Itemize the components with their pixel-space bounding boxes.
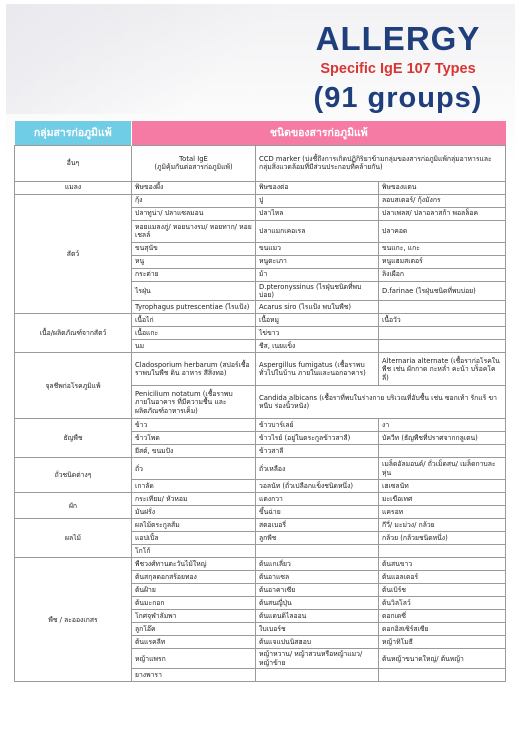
table-row (15, 419, 506, 432)
header (303, 20, 493, 115)
cell: โกโก้ (132, 545, 256, 558)
cell-ccd-marker: CCD marker (บ่งชี้ถึงการเกิดปฏิกิริยาข้ามกลุ่มของสารก่อภูมิแพ้กลุ่มอาหารและกลุ่มสิ่งแวดล้อมที่มีส่วนประกอบที่คล้ายกัน) (256, 145, 506, 181)
header-types: ชนิดของสารก่อภูมิแพ้ (132, 121, 506, 145)
cell: Aspergillus fumigatus (เชื้อราพบทั่วไปในบ้าน ภายในและนอกอาคาร) (256, 353, 379, 386)
cell: กีวี่/ มะม่วง/ กล้วย (379, 519, 506, 532)
cell: ดอกอิสเซิร์สเซีย (379, 623, 506, 636)
cell: ต้นมะกอก (132, 597, 256, 610)
cell: กล้วย (กล้วยชนิดหนึ่ง) (379, 532, 506, 545)
group-grain: ธัญพืช (15, 419, 132, 458)
cell: ต้นแดนดิไลออน (256, 610, 379, 623)
cell: แอปเปิ้ล (132, 532, 256, 545)
cell: พิษของผึ้ง (132, 181, 256, 194)
cell: วอลนัท (ถั่วเปลือกแข็งชนิดหนึ่ง) (256, 480, 379, 493)
table-row (15, 493, 506, 506)
cell: D.pteronyssinus (ไรฝุ่นชนิดที่พบบ่อย) (256, 281, 379, 301)
group-other: อื่นๆ (15, 145, 132, 181)
group-insect: แมลง (15, 181, 132, 194)
cell: ต้นสกุลดอกสร้อยทอง (132, 571, 256, 584)
cell: แตงกวา (256, 493, 379, 506)
cell (379, 301, 506, 314)
cell: ถั่วเหลือง (256, 458, 379, 480)
cell: เนื้อไก่ (132, 314, 256, 327)
groups-count: (91 groups) (313, 82, 483, 114)
cell: ปลาแมกเคอเรล (256, 220, 379, 242)
total-ige-label: Total IgE (179, 154, 208, 163)
cell: กระต่าย (132, 268, 256, 281)
header-group: กลุ่มสารก่อภูมิแพ้ (15, 121, 132, 145)
cell: Acarus siro (ไรแป้ง พบในพืช) (256, 301, 379, 314)
group-microbe: จุลชีพก่อโรคภูมิแพ้ (15, 353, 132, 419)
cell: ต้นสนญี่ปุ่น (256, 597, 379, 610)
group-fruit: ผลไม้ (15, 519, 132, 558)
cell: หญ้าแพรก (132, 649, 256, 669)
table-row (15, 314, 506, 327)
group-bean: ถั่วชนิดต่างๆ (15, 458, 132, 493)
table-row (15, 558, 506, 571)
cell: เนื้อแกะ (132, 327, 256, 340)
cell: ปลาไหล (256, 207, 379, 220)
table-row (15, 194, 506, 207)
cell-total-ige (132, 145, 256, 181)
cell: สตอเบอรี่ (256, 519, 379, 532)
cell: ข้าวโพด (132, 432, 256, 445)
cell: ต้นแกเลี่ยว (256, 558, 379, 571)
group-plant-pollen: พืช / ละอองเกสร (15, 558, 132, 682)
cell: ต้นฝ้าย (132, 584, 256, 597)
cell: เนื้อหมู (256, 314, 379, 327)
cell: ลอบสเตอร์/ กุ้งมังกร (379, 194, 506, 207)
cell: พิษของแตน (379, 181, 506, 194)
cell: ต้นเบิร์ช (379, 584, 506, 597)
cell: ม้า (256, 268, 379, 281)
cell: ขนแกะ, แกะ (379, 242, 506, 255)
table-row (15, 519, 506, 532)
cell: งา (379, 419, 506, 432)
cell: ชีส, เนยแข็ง (256, 340, 379, 353)
cell: ต้นหญ้าขนาดใหญ่/ ต้นหญ้า (379, 649, 506, 669)
cell: Tyrophagus putrescentiae (ไรแป้ง) (132, 301, 256, 314)
cell: ไรฝุ่น (132, 281, 256, 301)
cell: ต้นอาคาเซีย (256, 584, 379, 597)
cell: ขนแมว (256, 242, 379, 255)
cell: ต้นอาแซล (256, 571, 379, 584)
cell: ปลาเพลส/ ปลาอลาสก้า พอลล็อค (379, 207, 506, 220)
cell: ยางพารา (132, 669, 256, 682)
cell: โกศจุฬาลัมพา (132, 610, 256, 623)
cell: นม (132, 340, 256, 353)
cell: ต้นแรคลีท (132, 636, 256, 649)
decorative-corner (6, 4, 306, 114)
allergen-table-wrap (14, 121, 505, 682)
cell: Cladosporium herbarum (สปอร์เชื้อราพบในพืช ดิน อาหาร สีสิ่งทอ) (132, 353, 256, 386)
cell: ข้าวบาร์เลย์ (256, 419, 379, 432)
cell: ปลาทูน่า/ ปลาแซลมอน (132, 207, 256, 220)
cell: หญ้าทิโมธี (379, 636, 506, 649)
cell: แครอท (379, 506, 506, 519)
cell: ลูกโอ๊ค (132, 623, 256, 636)
cell (379, 340, 506, 353)
cell: ใบเบอร์ช (256, 623, 379, 636)
cell: ผลไม้ตระกูลส้ม (132, 519, 256, 532)
subtitle: Specific IgE 107 Types (320, 61, 476, 77)
cell: ลิงเผือก (379, 268, 506, 281)
cell: หญ้าหวาน/ หญ้าสวนหรือหญ้าแมว/ หญ้าข้าย (256, 649, 379, 669)
cell: กระเทียม/ หัวหอม (132, 493, 256, 506)
cell: หนู (132, 255, 256, 268)
group-vegetable: ผัก (15, 493, 132, 519)
cell: บัควีท (ธัญพืชที่ปราศจากกลูเตน) (379, 432, 506, 445)
cell: ต้นแจแปนนิสฮอบ (256, 636, 379, 649)
cell (379, 327, 506, 340)
table-header-row (15, 121, 506, 145)
cell (256, 669, 379, 682)
group-animal: สัตว์ (15, 194, 132, 314)
cell (256, 545, 379, 558)
cell: มะเขือเทศ (379, 493, 506, 506)
cell: เกาลัด (132, 480, 256, 493)
cell: ต้นแอลเดอร์ (379, 571, 506, 584)
cell: กุ้ง (132, 194, 256, 207)
cell: มันฝรั่ง (132, 506, 256, 519)
cell: หอยแมลงภู่/ หอยนางรม/ หอยทาก/ หอยเชลล์ (132, 220, 256, 242)
cell: Candida albicans (เชื้อราที่พบในร่างกาย บริเวณที่อับชื้น เช่น ซอกเท้า รักแร้ ขาหนีบ ร่องนิ้วหนัง) (256, 386, 506, 419)
cell: เมล็ดอัลมอนด์/ ถั่วเม็ดสน/ เมล็ดกาบละหุ่น (379, 458, 506, 480)
table-row (15, 353, 506, 386)
cell: ข้าวสาลี (256, 445, 379, 458)
table-row (15, 145, 506, 181)
cell: ขึ้นฉ่าย (256, 506, 379, 519)
cell: D.farinae (ไรฝุ่นชนิดที่พบบ่อย) (379, 281, 506, 301)
cell (379, 545, 506, 558)
table-row (15, 458, 506, 480)
cell: ต้นวิลโลว์ (379, 597, 506, 610)
cell: Alternaria alternate (เชื้อราก่อโรคในพืช เช่น ผักกาด กะหล่ำ คะน้า บร็อคโคลี่) (379, 353, 506, 386)
cell: พิษของต่อ (256, 181, 379, 194)
cell (379, 445, 506, 458)
total-ige-desc: (ภูมิคุ้มกันต่อสารก่อภูมิแพ้) (154, 163, 233, 171)
cell: เนื้อวัว (379, 314, 506, 327)
cell: ไข่ขาว (256, 327, 379, 340)
cell: ปลาคอด (379, 220, 506, 242)
cell: เฮเซลนัท (379, 480, 506, 493)
table-row (15, 181, 506, 194)
cell: ยีสต์, ขนมปัง (132, 445, 256, 458)
cell: ขนสุนัข (132, 242, 256, 255)
cell: ต้นสนขาว (379, 558, 506, 571)
cell: หนูตะเภา (256, 255, 379, 268)
cell: ข้าว (132, 419, 256, 432)
cell: พืชวงศ์ทานตะวันไม้ใหญ่ (132, 558, 256, 571)
title: ALLERGY (315, 20, 481, 57)
cell: ปู (256, 194, 379, 207)
cell: ข้าวไรย์ (อยู่ในตระกูลข้าวสาลี) (256, 432, 379, 445)
cell (379, 669, 506, 682)
group-meat: เนื้อ/ผลิตภัณฑ์จากสัตว์ (15, 314, 132, 353)
cell: ถั่ว (132, 458, 256, 480)
cell: หนูแฮมสเตอร์ (379, 255, 506, 268)
cell: ดอกเดซี่ (379, 610, 506, 623)
allergen-table (14, 121, 506, 682)
cell: ลูกพีช (256, 532, 379, 545)
cell: Penicilium notatum (เชื้อราพบภายในอาคาร ที่มีความชื้น และผลิตภัณฑ์อาหารเค็ม) (132, 386, 256, 419)
